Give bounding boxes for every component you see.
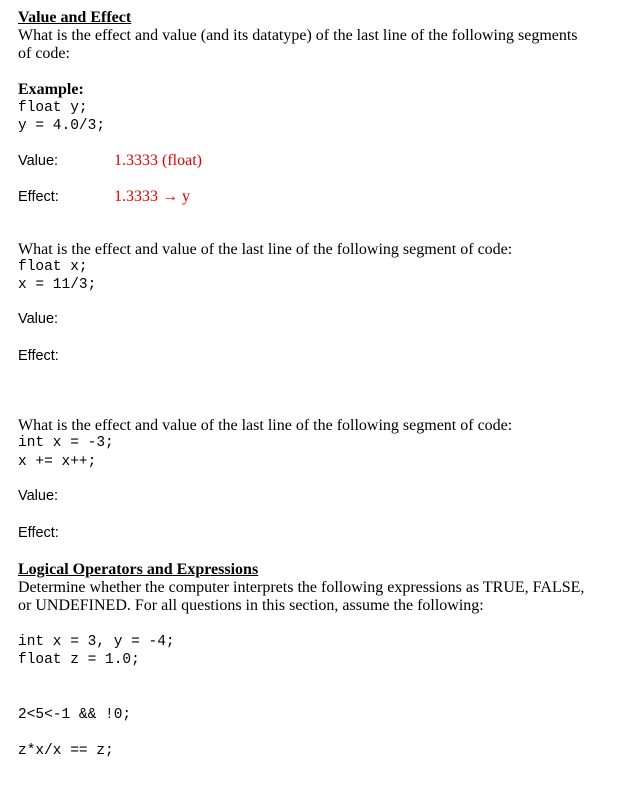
example-heading: Example: <box>18 81 84 98</box>
question-1-code-line-2: x = 11/3; <box>18 277 97 293</box>
example-value-label: Value: <box>18 153 59 169</box>
question-2-prompt: What is the effect and value of the last line of the following segment of code: <box>18 417 513 434</box>
question-2-code-line-1: int x = -3; <box>18 435 114 451</box>
question-1-value-label: Value: <box>18 311 59 327</box>
section-2-intro-line-1: Determine whether the computer interprets the following expressions as TRUE, FALSE, <box>18 579 585 596</box>
example-code-line-1: float y; <box>18 100 88 116</box>
section-2-intro-line-2: or UNDEFINED. For all questions in this section, assume the following: <box>18 597 484 614</box>
question-1-prompt: What is the effect and value of the last line of the following segment of code: <box>18 241 513 258</box>
logical-expression-1: 2<5<-1 && !0; <box>18 707 132 723</box>
example-effect-label: Effect: <box>18 189 59 205</box>
section-2-code-line-2: float z = 1.0; <box>18 652 140 668</box>
question-2-effect-label: Effect: <box>18 525 59 541</box>
question-2-value-label: Value: <box>18 488 59 504</box>
question-1-effect-label: Effect: <box>18 348 59 364</box>
example-value-answer: 1.3333 (float) <box>114 152 202 169</box>
question-2-code-line-2: x += x++; <box>18 454 97 470</box>
section-intro-line-1: What is the effect and value (and its datatype) of the last line of the following segments <box>18 27 578 44</box>
section-2-code-line-1: int x = 3, y = -4; <box>18 634 175 650</box>
section-title-value-and-effect: Value and Effect <box>18 9 132 26</box>
section-intro-line-2: of code: <box>18 45 70 62</box>
question-1-code-line-1: float x; <box>18 259 88 275</box>
section-title-logical-operators: Logical Operators and Expressions <box>18 561 259 578</box>
logical-expression-2: z*x/x == z; <box>18 743 114 759</box>
example-code-line-2: y = 4.0/3; <box>18 118 106 134</box>
example-effect-answer: 1.3333 → y <box>114 188 190 205</box>
